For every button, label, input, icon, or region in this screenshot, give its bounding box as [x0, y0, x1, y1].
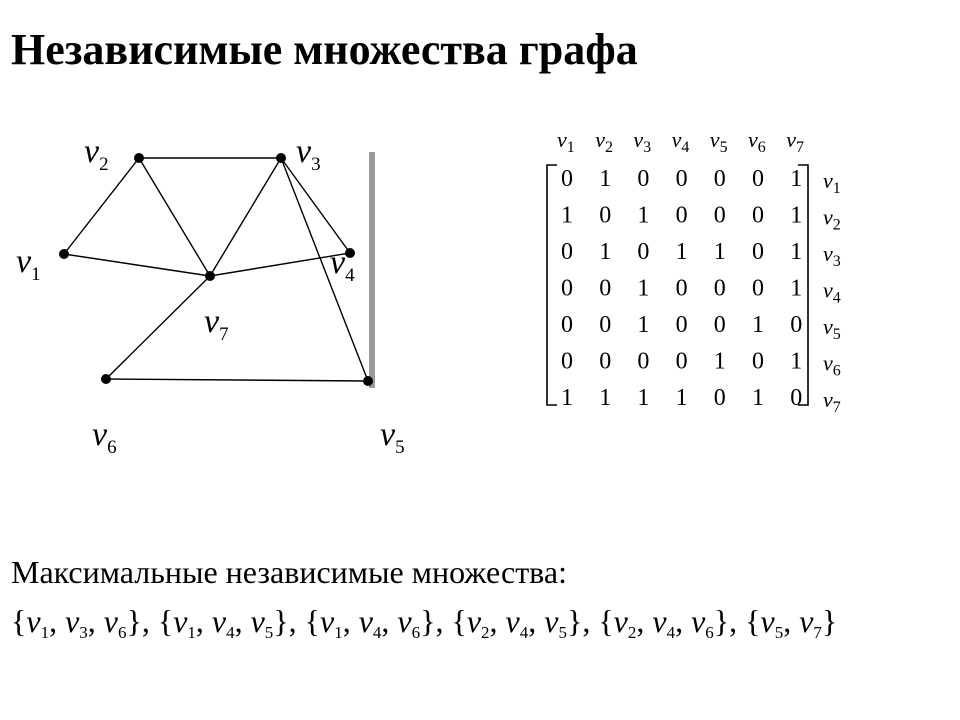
- matrix-row-label: $v_5$: [823, 314, 841, 343]
- matrix-cell: 0: [713, 202, 726, 229]
- matrix-cell: 0: [752, 275, 764, 302]
- matrix-cell: 1: [637, 275, 650, 302]
- matrix-col-label: $v_6$: [748, 127, 766, 156]
- vertex-v4: [345, 248, 355, 258]
- matrix-cell: 1: [561, 385, 573, 411]
- matrix-cell: 0: [790, 312, 803, 338]
- matrix-col-label: $v_2$: [595, 127, 613, 156]
- slide-title: Независимые множества графа: [11, 25, 638, 74]
- matrix-cell: 0: [637, 166, 650, 192]
- matrix-cell: 1: [790, 348, 803, 375]
- independent-set: {$v_2$, $v_4$, $v_6$}: [598, 603, 730, 642]
- vertex-label-v2: $v_2$: [84, 133, 109, 175]
- matrix-cell: 1: [599, 166, 612, 192]
- matrix-cell: 1: [713, 348, 726, 375]
- matrix-row-label: $v_3$: [823, 241, 841, 270]
- matrix-cell: 0: [675, 348, 688, 375]
- edge-v6-v7: [106, 276, 210, 379]
- adjacency-matrix: [530, 118, 860, 418]
- matrix-cell: 1: [752, 312, 764, 338]
- matrix-row-label: $v_2$: [823, 204, 841, 234]
- matrix-col-label: $v_5$: [709, 127, 728, 156]
- matrix-cell: 0: [752, 202, 764, 229]
- matrix-cell: 0: [675, 275, 688, 302]
- matrix-cell: 1: [637, 312, 650, 338]
- matrix-col-label: $v_7$: [786, 127, 804, 156]
- matrix-cell: 0: [713, 166, 726, 192]
- vertex-label-v4: $v_4$: [330, 244, 355, 286]
- matrix-cell: 0: [637, 239, 650, 265]
- matrix-cell: 0: [561, 166, 573, 192]
- matrix-row-label: $v_7$: [823, 387, 841, 416]
- matrix-cell: 0: [599, 348, 612, 375]
- vertex-label-v7: $v_7$: [204, 303, 229, 345]
- matrix-col-label: $v_1$: [557, 127, 575, 156]
- matrix-row-label: $v_1$: [823, 168, 841, 197]
- matrix-cell: 0: [752, 348, 764, 375]
- independent-set: {$v_5$, $v_7$}: [745, 603, 838, 642]
- matrix-cell: 0: [561, 312, 573, 338]
- matrix-cell: 0: [752, 166, 764, 192]
- matrix-cell: 1: [637, 385, 650, 411]
- independent-set: {$v_1$, $v_4$, $v_6$}: [304, 603, 436, 642]
- matrix-cell: 1: [675, 239, 688, 265]
- vertex-label-v3: $v_3$: [296, 133, 321, 175]
- matrix-cell: 1: [790, 275, 803, 302]
- result-caption: Максимальные независимые множества:: [11, 554, 567, 590]
- matrix-cell: 1: [675, 385, 688, 411]
- graph-vertices: [59, 153, 373, 386]
- graph-vertex-labels: [16, 133, 405, 458]
- matrix-cell: 0: [561, 348, 573, 375]
- matrix-col-label: $v_4$: [671, 127, 690, 156]
- independent-set: {$v_2$, $v_4$, $v_5$}: [451, 603, 583, 642]
- edge-v3-v7: [210, 158, 281, 276]
- edge-v5-v6: [106, 379, 368, 381]
- edge-v2-v7: [139, 158, 210, 276]
- vertex-v5: [363, 376, 373, 386]
- vertex-v7: [205, 271, 215, 281]
- matrix-cell: 0: [675, 202, 688, 229]
- graph-edges: [64, 158, 368, 381]
- matrix-cell: 0: [713, 312, 726, 338]
- matrix-cell: 0: [599, 275, 612, 302]
- matrix-cell: 0: [713, 385, 726, 411]
- edge-v3-v5: [281, 158, 368, 381]
- matrix-cell: 1: [713, 239, 726, 265]
- vertex-label-v6: $v_6$: [92, 416, 117, 458]
- matrix-row-label: $v_4$: [823, 277, 841, 307]
- matrix-cell: 1: [790, 166, 803, 192]
- matrix-row-label: $v_6$: [823, 350, 841, 380]
- matrix-cell: 1: [599, 385, 612, 411]
- matrix-cell: 0: [561, 239, 573, 265]
- independent-set: {$v_1$, $v_4$, $v_5$}: [157, 603, 289, 642]
- matrix-cell: 1: [790, 202, 803, 229]
- vertex-label-v5: $v_5$: [380, 416, 405, 458]
- vertex-v3: [276, 153, 286, 163]
- matrix-cell: 0: [561, 275, 573, 302]
- matrix-cell: 1: [752, 385, 764, 411]
- independent-sets-list: {$v_1$, $v_3$, $v_6$}, {$v_1$, $v_4$, $v_5$}, {$v_1$, $v_4$, $v_6$}, {$v_2$, $v_4$, $v_5$}, {$v_2$, $v_4$, $v_6$}, {$v_5$, $v_7$}: [11, 603, 838, 642]
- matrix-cell: 0: [675, 166, 688, 192]
- graph-diagram: [0, 0, 530, 470]
- vertex-label-v1: $v_1$: [16, 243, 41, 285]
- matrix-cell: 0: [599, 312, 612, 338]
- vertex-v6: [101, 374, 111, 384]
- vertex-v1: [59, 249, 69, 259]
- edge-v1-v7: [64, 254, 210, 276]
- matrix-cell: 0: [637, 348, 650, 375]
- matrix-cell: 1: [790, 239, 803, 265]
- vertex-v2: [134, 153, 144, 163]
- matrix-col-label: $v_3$: [633, 127, 652, 156]
- matrix-cell: 0: [713, 275, 726, 302]
- matrix-cell: 0: [752, 239, 764, 265]
- matrix-cell: 1: [561, 202, 573, 229]
- matrix-left-bracket: [547, 165, 557, 405]
- edge-v4-v7: [210, 253, 350, 276]
- matrix-cell: 1: [599, 239, 612, 265]
- independent-set: {$v_1$, $v_3$, $v_6$}: [11, 603, 142, 642]
- matrix-cell: 1: [637, 202, 650, 229]
- matrix-cell: 0: [599, 202, 612, 229]
- matrix-cell: 0: [675, 312, 688, 338]
- matrix-cell: 0: [790, 385, 803, 411]
